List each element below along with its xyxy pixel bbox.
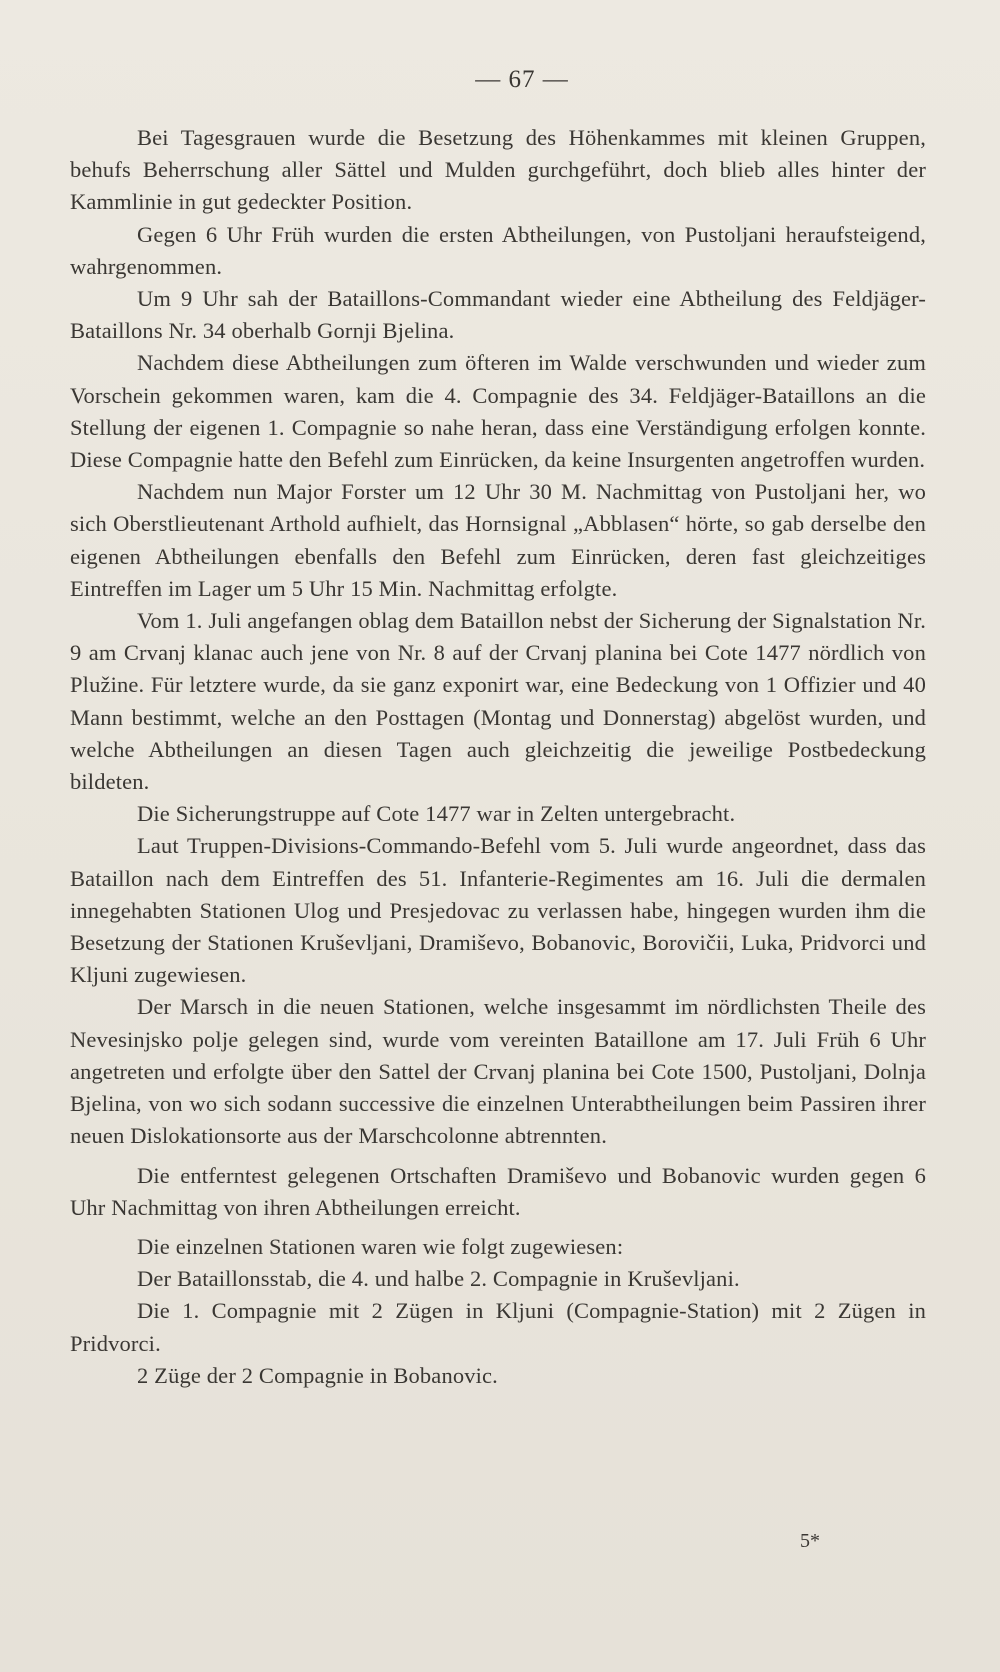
paragraph: 2 Züge der 2 Compagnie in Bobanovic. [137,1362,498,1388]
paragraph: Der Marsch in die neuen Stationen, welche insgesammt im nördlichsten Theile des Nevesinjsko polje gelegen sind, wurde vom vereinten Bataillone am 17. Juli Früh 6 Uhr angetreten und erfolgte über den Sattel der Crvanj planina bei Cote 1500, Pustoljani, Dolnja Bjelina, von wo sich sodann successive die einzelnen Unterabtheilungen beim Passiren ihrer neuen Dislokationsorte aus der Marschcolonne abtrennten. [70,994,926,1149]
paragraph: Die einzelnen Stationen waren wie folgt zugewiesen: [137,1233,624,1259]
paragraph: Die entferntest gelegenen Ortschaften Dramiševo und Bobanovic wurden gegen 6 Uhr Nachmittag von ihren Abtheilungen erreicht. [70,1162,926,1220]
paragraph: Die Sicherungstruppe auf Cote 1477 war in Zelten untergebracht. [137,801,736,827]
paragraph: Nachdem nun Major Forster um 12 Uhr 30 M. Nachmittag von Pustoljani her, wo sich Oberstlieutenant Arthold aufhielt, das Hornsignal „Abblasen“ hörte, so gab derselbe den eigenen Abtheilungen ebenfalls den Befehl zum Einrücken, deren fast gleichzeitiges Eintreffen im Lager um 5 Uhr 15 Min. Nachmittag erfolgte. [70,479,926,601]
paragraph: Die 1. Compagnie mit 2 Zügen in Kljuni (Compagnie-Station) mit 2 Zügen in Pridvorci. [70,1298,926,1356]
paragraph: Laut Truppen-Divisions-Commando-Befehl vom 5. Juli wurde angeordnet, dass das Bataillon nach dem Eintreffen des 51. Infanterie-Regimentes am 16. Juli die dermalen innegehabten Stationen Ulog und Presjedovac zu verlassen habe, hingegen wurden ihm die Besetzung der Stationen Kruševljani, Dramiševo, Bobanovic, Borovičii, Luka, Pridvorci und Kljuni zugewiesen. [70,833,926,988]
body-text [70,122,926,1392]
paragraph: Vom 1. Juli angefangen oblag dem Bataillon nebst der Sicherung der Signalstation Nr. 9 am Crvanj klanac auch jene von Nr. 8 auf der Crvanj planina bei Cote 1477 nördlich von Plužine. Für letztere wurde, da sie ganz exponirt war, eine Bedeckung von 1 Offizier und 40 Mann bestimmt, welche an den Posttagen (Montag und Donnerstag) abgelöst wurden, und welche Abtheilungen an diesen Tagen auch gleichzeitig die jeweilige Postbedeckung bildeten. [70,608,926,795]
paragraph: Gegen 6 Uhr Früh wurden die ersten Abtheilungen, von Pustoljani heraufsteigend, wahrgenommen. [70,221,926,279]
paragraph: Der Bataillonsstab, die 4. und halbe 2. Compagnie in Kruševljani. [137,1266,740,1292]
paragraph: Um 9 Uhr sah der Bataillons-Commandant wieder eine Abtheilung des Feldjäger-Bataillons Nr. 34 oberhalb Gornji Bjelina. [70,286,926,344]
page-number-header: — 67 — [475,66,569,93]
signature-mark: 5* [800,1530,820,1552]
paragraph: Bei Tagesgrauen wurde die Besetzung des Höhenkammes mit kleinen Gruppen, behufs Beherrschung aller Sättel und Mulden gurchgeführt, doch blieb alles hinter der Kammlinie in gut gedeckter Position. [70,125,926,215]
paragraph: Nachdem diese Abtheilungen zum öfteren im Walde verschwunden und wieder zum Vorschein gekommen waren, kam die 4. Compagnie des 34. Feldjäger-Bataillons an die Stellung der eigenen 1. Compagnie so nahe heran, dass eine Verständigung erfolgen konnte. Diese Compagnie hatte den Befehl zum Einrücken, da keine Insurgenten angetroffen wurden. [70,350,926,473]
